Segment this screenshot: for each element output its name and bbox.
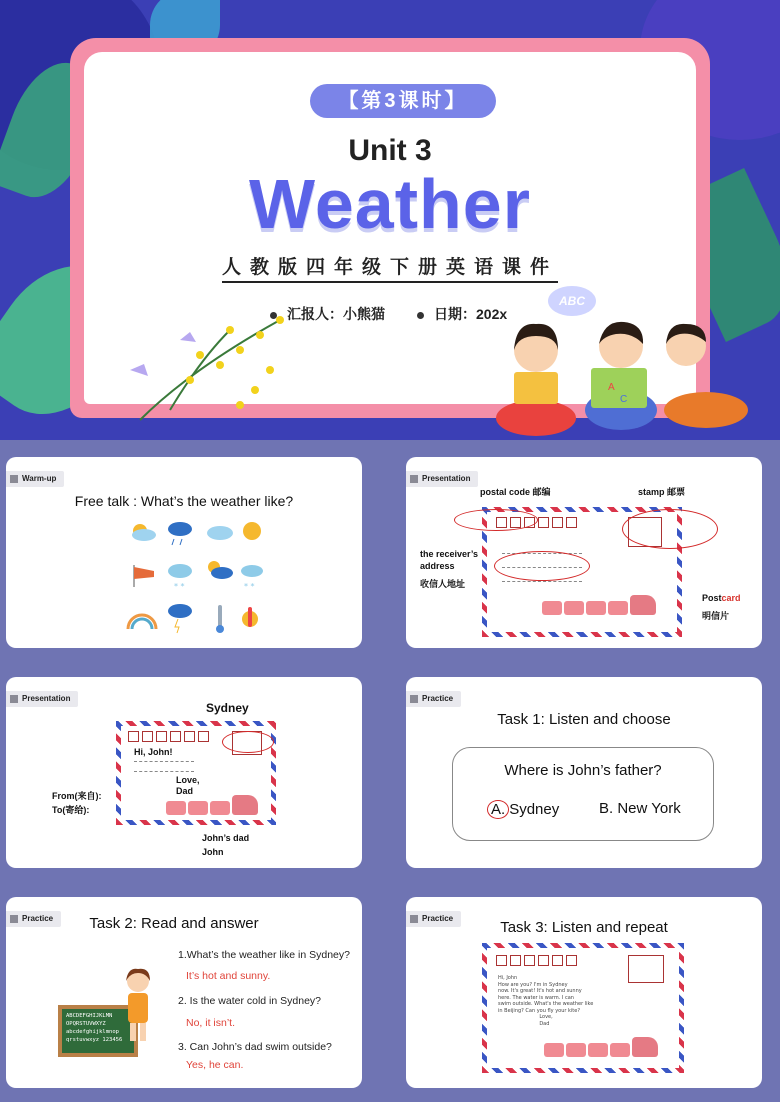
question-text: Where is John’s father? xyxy=(504,762,662,779)
unit-label: Unit 3 xyxy=(348,134,432,167)
subtitle: 人教版四年级下册英语课件 xyxy=(84,252,696,279)
postal-code-label: postal code 邮编 xyxy=(480,487,551,497)
stamp-highlight xyxy=(222,731,274,753)
thermometer-cold-icon xyxy=(216,605,224,633)
option-a[interactable]: A. Sydney xyxy=(487,800,559,819)
section-tag: Practice xyxy=(406,911,461,927)
abc-thought-bubble: ABC xyxy=(548,286,596,316)
receiver-label-line2: address xyxy=(420,561,455,571)
chalkboard-illustration: ABCDEFGHIJKLMN OPQRSTUVWXYZ abcdefghijklmnop qrstuvwxyz 123456 xyxy=(58,1005,138,1057)
receiver-label-line1: the receiver’s xyxy=(420,549,479,559)
postal-code-boxes xyxy=(128,731,209,742)
stamp-label: stamp 邮票 xyxy=(638,487,686,497)
question-box xyxy=(452,747,714,841)
postal-code-boxes xyxy=(496,955,577,966)
postcard-letter-text: Hi, John How are you? I'm in Sydney now. It's great! It's hot and sunny here. The water is warm. I can swim outside. What's the weather like in Beijing? Can you fly your kite? Love, Dad xyxy=(498,975,594,1027)
slide-title: Task 2: Read and answer xyxy=(89,915,259,932)
page-title: Weather xyxy=(249,165,531,243)
section-tag: Presentation xyxy=(406,471,478,487)
weather-icon-grid xyxy=(126,517,266,637)
section-tag: Practice xyxy=(406,691,461,707)
slide-title: Task 3: Listen and repeat xyxy=(500,919,668,936)
greeting: Hi, John! xyxy=(134,747,173,757)
option-b[interactable]: B. New York xyxy=(599,800,681,817)
slide-title: Free talk : What’s the weather like? xyxy=(74,493,294,509)
svg-text:A: A xyxy=(608,382,615,393)
sun-icon xyxy=(243,522,261,540)
train-illustration xyxy=(544,1039,658,1057)
sign-off: Love, xyxy=(176,775,200,785)
section-tag: Presentation xyxy=(6,691,78,707)
girl-illustration xyxy=(118,967,158,1047)
snow-icon xyxy=(241,565,263,591)
receiver-label-cn: 收信人地址 xyxy=(420,579,466,589)
windsock-icon xyxy=(134,565,154,587)
slide-postcard-parts xyxy=(406,457,762,648)
sun-cloud-icon xyxy=(132,524,156,541)
cover-slide xyxy=(0,0,780,440)
train-illustration xyxy=(166,797,258,815)
postcard-label: Postcard xyxy=(702,593,741,603)
from-label: From(来自): xyxy=(52,791,102,801)
storm-icon xyxy=(168,604,192,633)
stamp-box xyxy=(628,955,664,983)
slide-task-2 xyxy=(6,897,362,1088)
answer-2: No, it isn’t. xyxy=(186,1017,236,1029)
address-line xyxy=(502,581,582,582)
svg-text:C: C xyxy=(620,394,628,405)
reading-kids-illustration xyxy=(496,310,766,440)
rainbow-icon xyxy=(128,615,156,629)
slide-title: Task 1: Listen and choose xyxy=(497,711,671,728)
address-highlight xyxy=(494,551,590,581)
postal-code-highlight xyxy=(454,509,538,531)
postcard-label-cn: 明信片 xyxy=(702,611,730,621)
section-tag: Warm-up xyxy=(6,471,64,487)
slide-task-1 xyxy=(406,677,762,868)
reporter: 汇报人：小熊猫 xyxy=(270,304,385,324)
slide-from-to xyxy=(6,677,362,868)
stamp-highlight xyxy=(622,509,718,549)
question-2: 2. Is the water cold in Sydney? xyxy=(178,995,321,1007)
sun-rain-icon xyxy=(208,561,233,579)
john-label: John xyxy=(202,847,224,857)
address-line xyxy=(134,761,194,762)
session-tag: 【第3课时】 xyxy=(310,84,496,118)
answer-1: It’s hot and sunny. xyxy=(186,970,271,982)
meta-info xyxy=(270,304,507,324)
to-label: To(寄给): xyxy=(52,805,90,815)
cloud-icon xyxy=(207,526,233,540)
sydney-label: Sydney xyxy=(206,701,249,715)
question-3: 3. Can John’s dad swim outside? xyxy=(178,1041,332,1053)
snow-cloud-icon xyxy=(168,564,192,591)
johns-dad-label: John’s dad xyxy=(202,833,250,843)
svg-text:* *: * * xyxy=(244,582,255,591)
flower-branch-illustration xyxy=(130,310,290,430)
svg-text:* *: * * xyxy=(174,582,185,591)
answer-3: Yes, he can. xyxy=(186,1059,244,1071)
slide-warm-up xyxy=(6,457,362,648)
slide-task-3 xyxy=(406,897,762,1088)
date: 日期：202x xyxy=(417,304,507,324)
rain-cloud-icon xyxy=(168,522,192,545)
address-line xyxy=(134,771,194,772)
section-tag: Practice xyxy=(6,911,61,927)
question-1: 1.What’s the weather like in Sydney? xyxy=(178,949,350,961)
thermometer-hot-icon xyxy=(242,607,258,627)
signature: Dad xyxy=(176,786,194,796)
train-illustration xyxy=(542,597,656,615)
